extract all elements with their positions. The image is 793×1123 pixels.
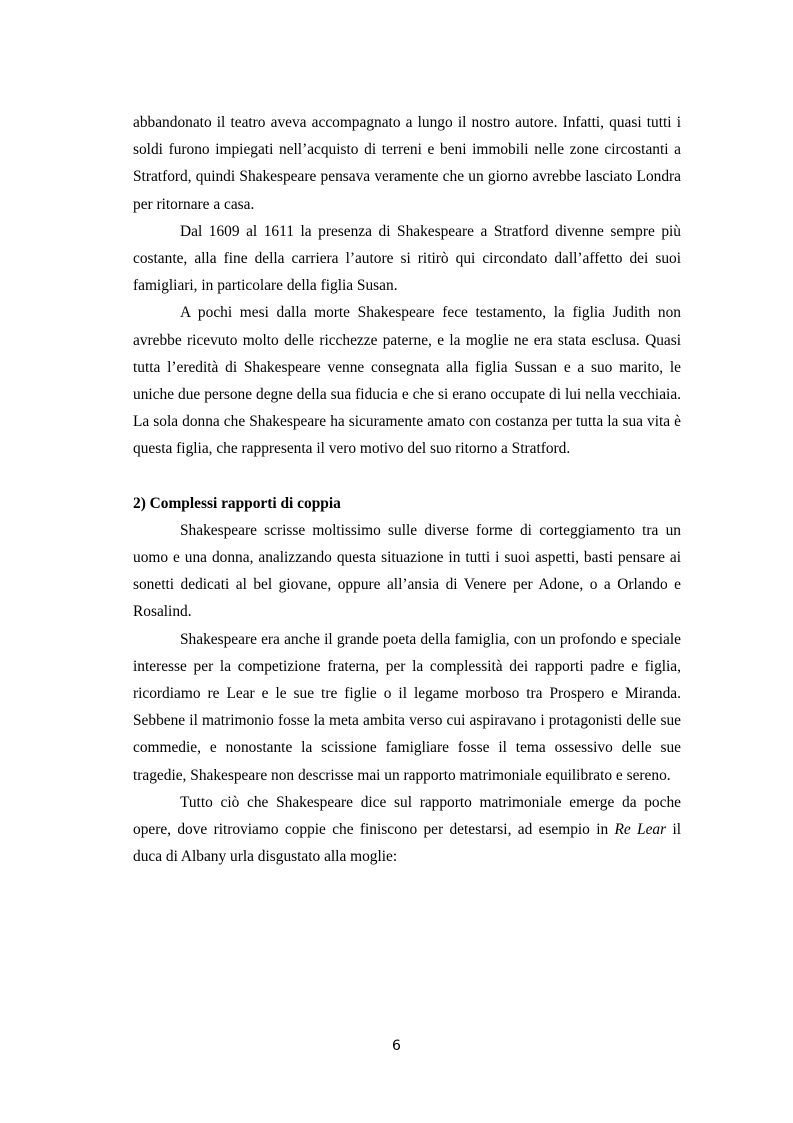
body-text [133,109,681,870]
page-number: 6 [392,1038,401,1054]
paragraph: abbandonato il teatro aveva accompagnato a lungo il nostro autore. Infatti, quasi tutti i soldi furono impiegati nell’acquisto di terreni e beni immobili nelle zone circostanti a Stratford, quindi Shakespeare pensava veramente che un giorno avrebbe lasciato Londra per ritornare a casa. [133,114,681,213]
paragraph: A pochi mesi dalla morte Shakespeare fece testamento, la figlia Judith non avrebbe ricevuto molto delle ricchezze paterne, e la moglie ne era stata esclusa. Quasi tutta l’eredità di Shakespeare venne consegnata alla figlia Sussan e a suo marito, le uniche due persone degne della sua fiducia e che si erano occupate di lui nella vecchiaia. La sola donna che Shakespeare ha sicuramente amato con costanza per tutta la sua vita è questa figlia, che rappresenta il vero motivo del suo ritorno a Stratford. [133,304,681,458]
paragraph: Dal 1609 al 1611 la presenza di Shakespeare a Stratford divenne sempre più costante, alla fine della carriera l’autore si ritirò qui circondato dall’affetto dei suoi famigliari, in particolare della figlia Susan. [133,222,681,295]
work-title: Re Lear [614,821,667,839]
section-heading: 2) Complessi rapporti di coppia [133,494,341,512]
paragraph: Shakespeare era anche il grande poeta della famiglia, con un profondo e speciale interesse per la competizione fraterna, per la complessità dei rapporti padre e figlia, ricordiamo re Lear e le sue tre figlie o il legame morboso tra Prospero e Miranda. Sebbene il matrimonio fosse la meta ambita verso cui aspiravano i protagonisti delle sue commedie, e nonostante la scissione famigliare fosse il tema ossessivo delle sue tragedie, Shakespeare non descrisse mai un rapporto matrimoniale equilibrato e sereno. [133,630,681,784]
paragraph-text: il duca di Albany urla disgustato alla moglie: [133,821,681,866]
paragraph [133,789,681,871]
paragraph-text: Tutto ciò che Shakespeare dice sul rapporto matrimoniale emerge da poche opere, dove ritroviamo coppie che finiscono per detestarsi, ad esempio in [133,793,681,839]
paragraph: Shakespeare scrisse moltissimo sulle diverse forme di corteggiamento tra un uomo e una donna, analizzando questa situazione in tutti i suoi aspetti, basti pensare ai sonetti dedicati al bel giovane, oppure all’ansia di Venere per Adone, o a Orlando e Rosalind. [133,521,681,621]
